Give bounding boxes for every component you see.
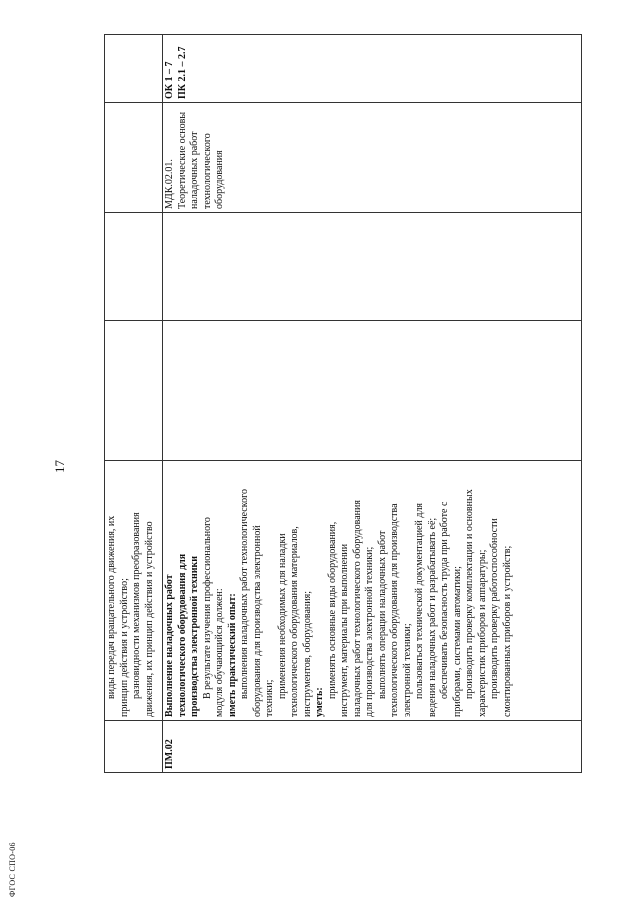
page-number: 17: [52, 460, 67, 473]
mdk-line: Теоретические основы: [176, 111, 188, 209]
module-title-line: технологического оборудования для: [176, 553, 188, 717]
content-line: выполнения наладочных работ технологического: [239, 489, 250, 699]
mdk-code: МДК.02.01.: [164, 159, 175, 209]
content-line: смонтированных приборов и устройств;: [501, 545, 513, 717]
competency-ok: ОК 1 – 7: [164, 61, 175, 99]
mdk-line: оборудования: [214, 150, 225, 209]
curriculum-table: [104, 34, 582, 773]
module-title-line: Выполнение наладочных работ: [164, 574, 175, 717]
content-line: модуля обучающийся должен:: [214, 588, 225, 717]
cell-empty: [163, 321, 582, 461]
cell-empty: [105, 35, 163, 103]
content-line: приборами, системами автоматики;: [451, 566, 463, 717]
content-line: пользоваться технической документацией для: [414, 502, 425, 699]
cell-mdk: [163, 103, 582, 213]
content-line: обеспечивать безопасность труда при работе с: [439, 501, 450, 699]
table-row-continuation: [105, 35, 163, 773]
content-line: движения, их принцип действия и устройство: [143, 521, 155, 717]
section-heading: уметь:: [314, 687, 325, 717]
content-line: технологического оборудования для производства: [389, 503, 400, 717]
footer-code: ФГОС СПО-06: [8, 842, 17, 897]
cell-empty: [105, 213, 163, 321]
cell-continuation-content: [105, 461, 163, 721]
cell-empty: [105, 321, 163, 461]
content-line: применять основные виды оборудования,: [326, 521, 338, 699]
cell-module-code: ПМ.02: [163, 721, 582, 773]
table-row-pm02: [163, 35, 582, 773]
content-line: разновидности механизмов преобразования: [131, 512, 142, 699]
content-line: оборудования для производства электронной: [251, 525, 263, 717]
content-line: выполнять операции наладочных работ: [376, 530, 388, 699]
content-line: ведения наладочных работ и разрабатывать её;: [426, 517, 438, 717]
content-line: производить проверку работоспособности: [489, 518, 500, 699]
content-line: применения необходимых для наладки: [276, 533, 288, 699]
content-line: производить проверку комплектации и основных: [464, 489, 475, 699]
content-line: инструментов, оборудования;: [301, 591, 313, 717]
cell-code-empty: [105, 721, 163, 773]
content-line: для производства электронной техники;: [364, 546, 375, 717]
content-line: виды передач вращательного движения, их: [106, 515, 117, 699]
module-title-line: производства электронной техники: [189, 556, 200, 717]
content-line: В результате изучения профессионального: [201, 517, 213, 699]
content-line: техники;: [264, 679, 275, 717]
content-line: характеристик приборов и аппаратуры;: [476, 549, 488, 717]
mdk-line: технологического: [201, 133, 213, 209]
content-line: принцип действия и устройство;: [118, 578, 130, 717]
competency-pk: ПК 2.1 – 2.7: [176, 46, 188, 99]
content-line: электронной техники;: [401, 623, 413, 717]
section-heading: иметь практический опыт:: [226, 593, 238, 717]
mdk-line: наладочных работ: [189, 131, 200, 209]
cell-competencies: [163, 35, 582, 103]
content-line: наладочных работ технологического оборудования: [351, 500, 363, 717]
content-line: инструмент, материалы при выполнении: [339, 543, 350, 717]
content-line: технологического оборудования материалов,: [289, 526, 300, 717]
cell-empty: [163, 213, 582, 321]
cell-module-content: [163, 461, 582, 721]
cell-empty: [105, 103, 163, 213]
